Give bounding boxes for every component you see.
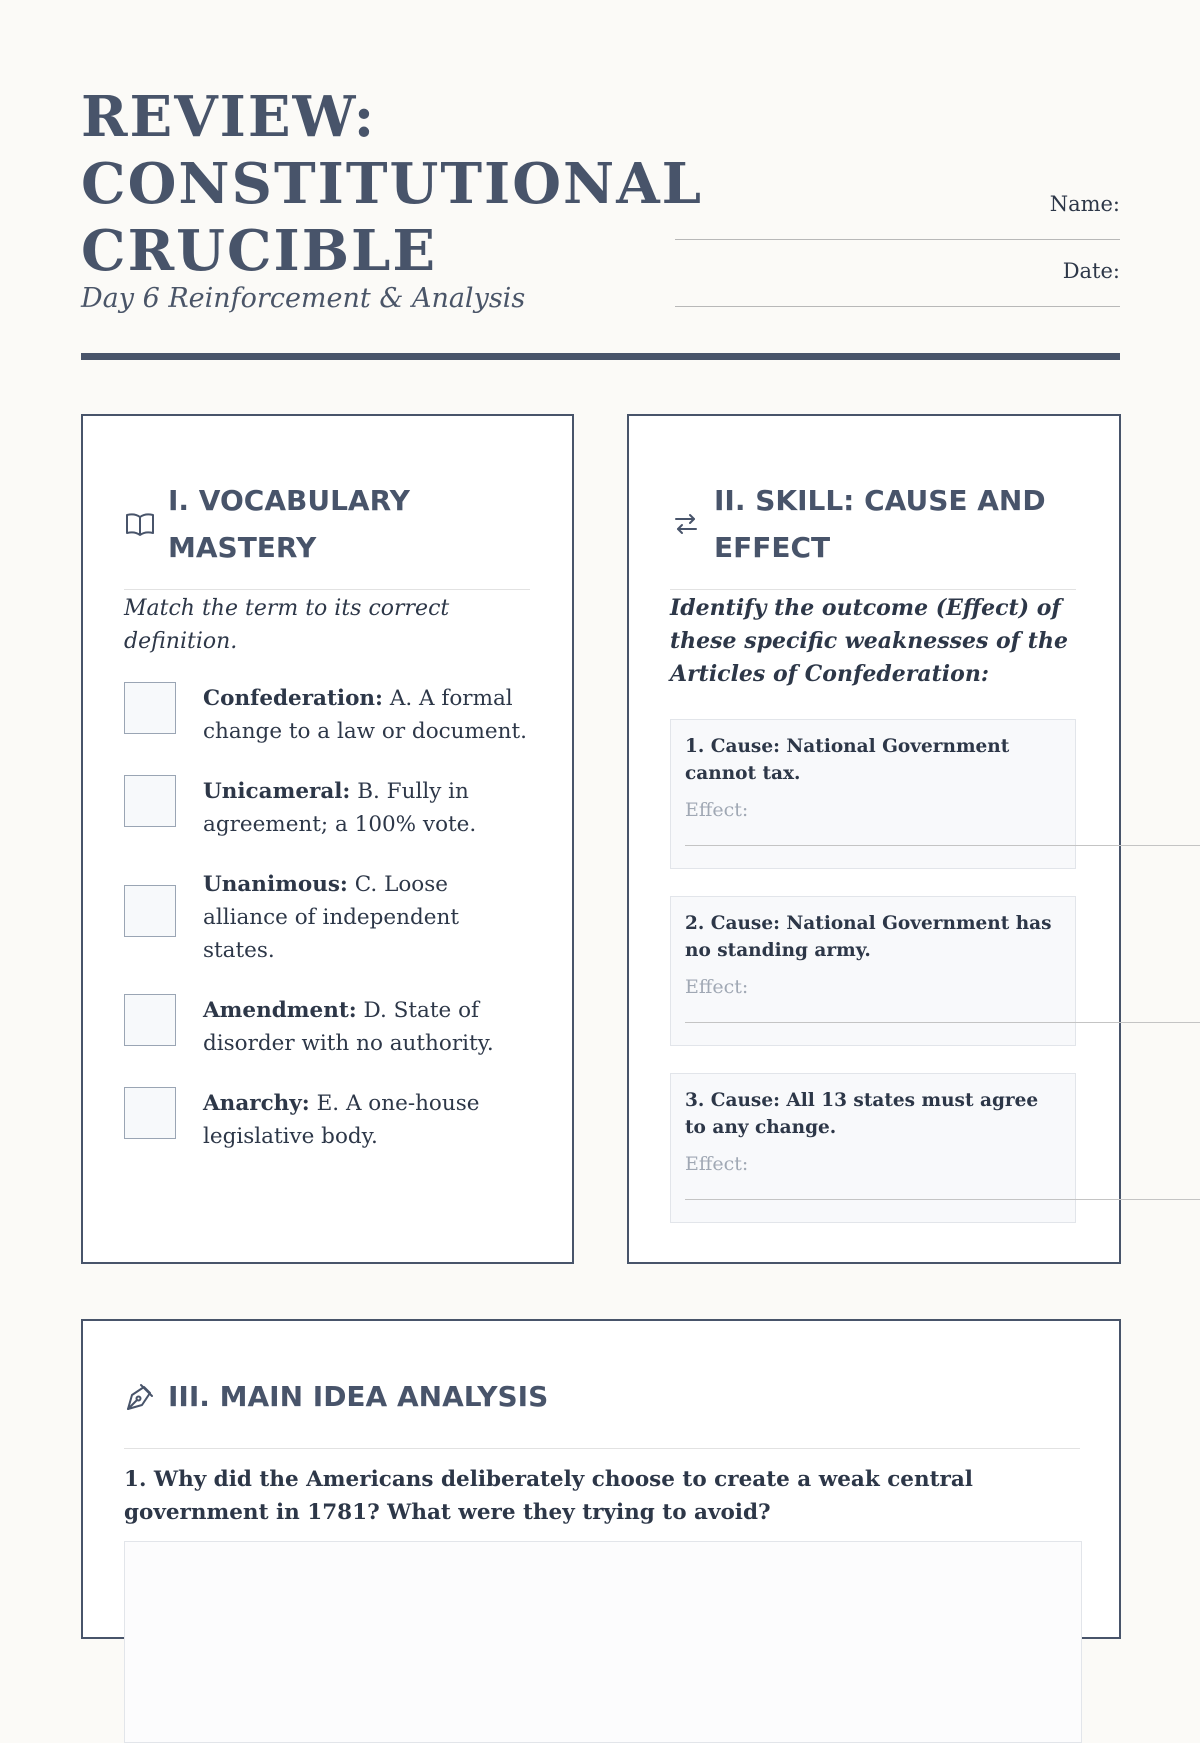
effect-answer-line[interactable]: [685, 1022, 1200, 1023]
open-book-icon: [124, 508, 156, 540]
name-label: Name:: [1049, 192, 1120, 216]
vocabulary-instruction: Match the term to its correct definition.: [124, 596, 450, 654]
vocab-term: Unicameral:: [203, 779, 351, 804]
vocabulary-heading: [124, 458, 530, 590]
answer-box[interactable]: [124, 994, 176, 1046]
vocabulary-card: [81, 414, 574, 1264]
main-idea-title: III. MAIN IDEA ANALYSIS: [168, 1380, 549, 1413]
vocab-term: Amendment:: [203, 998, 357, 1023]
effect-label: Effect:: [685, 1153, 749, 1175]
cause-effect-heading: [670, 458, 1076, 590]
vocab-definition: E. A one-house legislative body.: [203, 1091, 480, 1149]
cause-text: 3. Cause: All 13 states must agree to any change.: [685, 1090, 1039, 1138]
main-idea-question: 1. Why did the Americans deliberately choose to create a weak central government in 1781? What were they trying to avoid?: [124, 1467, 973, 1525]
date-label: Date:: [1062, 259, 1120, 283]
effect-answer-line[interactable]: [685, 1199, 1200, 1200]
page-title: REVIEW: CONSTITUTIONAL CRUCIBLE: [81, 84, 704, 284]
vocab-definition: C. Loose alliance of independent states.: [203, 872, 459, 963]
effect-label: Effect:: [685, 799, 749, 821]
main-idea-card: [81, 1319, 1121, 1639]
cause-effect-title: II. SKILL: CAUSE AND EFFECT: [714, 483, 1046, 564]
cause-box: [670, 1073, 1076, 1223]
vocab-definition: A. A formal change to a law or document.: [203, 686, 527, 744]
date-field[interactable]: [675, 259, 1120, 307]
main-idea-answer-box[interactable]: [124, 1541, 1082, 1743]
cause-box: [670, 896, 1076, 1046]
answer-box[interactable]: [124, 775, 176, 827]
name-line[interactable]: [675, 238, 1120, 240]
vocab-item: [124, 775, 534, 841]
vocab-term: Confederation:: [203, 686, 383, 711]
cause-effect-instruction: Identify the outcome (Effect) of these specific weaknesses of the Articles of Confederation:: [670, 595, 1068, 687]
vocab-definition: B. Fully in agreement; a 100% vote.: [203, 779, 477, 837]
answer-box[interactable]: [124, 1087, 176, 1139]
cause-text: 2. Cause: National Government has no standing army.: [685, 913, 1052, 961]
vocab-definition: D. State of disorder with no authority.: [203, 998, 494, 1056]
page-subtitle: Day 6 Reinforcement & Analysis: [81, 283, 526, 314]
vocab-term: Anarchy:: [203, 1091, 310, 1116]
name-field[interactable]: [675, 192, 1120, 240]
answer-box[interactable]: [124, 885, 176, 937]
vocab-item: [124, 1087, 534, 1153]
date-line[interactable]: [675, 305, 1120, 307]
vocab-term: Unanimous:: [203, 872, 348, 897]
vocabulary-title: I. VOCABULARY MASTERY: [168, 483, 410, 564]
cause-text: 1. Cause: National Government cannot tax.: [685, 736, 1010, 784]
effect-label: Effect:: [685, 976, 749, 998]
answer-box[interactable]: [124, 682, 176, 734]
pen-nib-icon: [124, 1381, 156, 1413]
swap-arrows-icon: [670, 508, 702, 540]
cause-effect-card: [627, 414, 1121, 1264]
vocab-item: [124, 994, 534, 1060]
effect-answer-line[interactable]: [685, 845, 1200, 846]
header-divider: [81, 353, 1120, 360]
main-idea-heading: [124, 1345, 1080, 1449]
cause-box: [670, 719, 1076, 869]
vocab-item: [124, 682, 534, 748]
vocab-item: [124, 868, 534, 967]
